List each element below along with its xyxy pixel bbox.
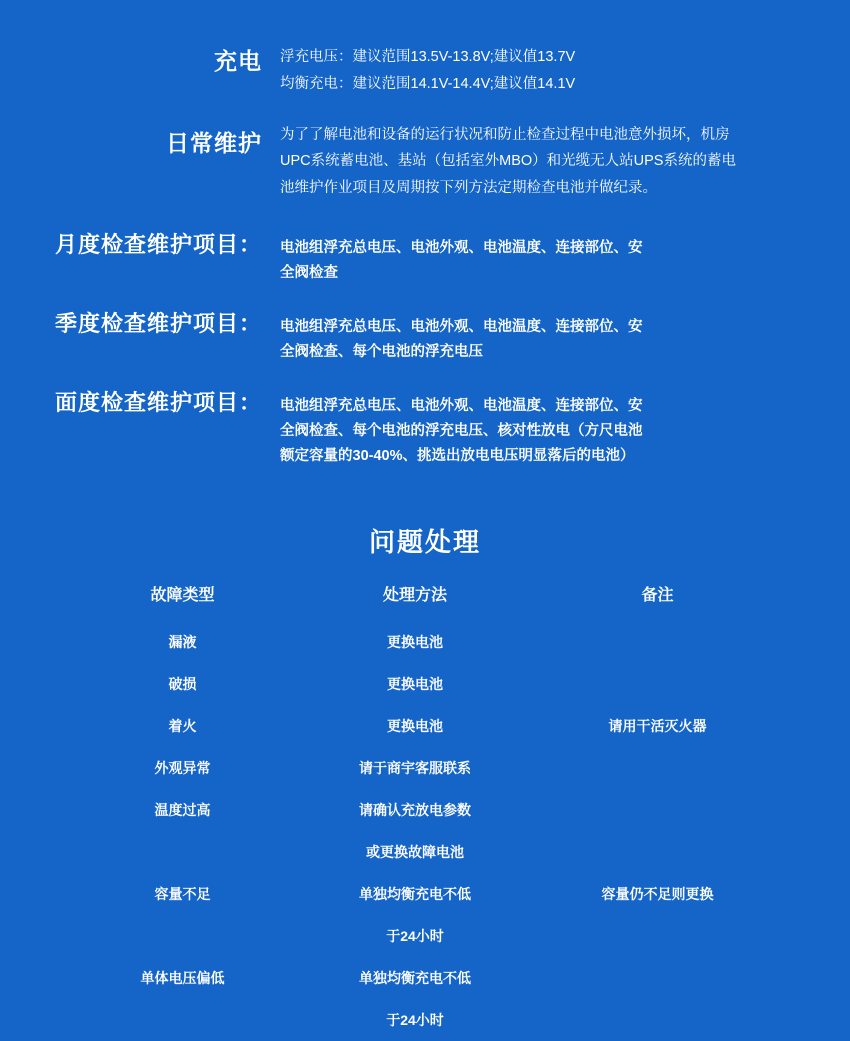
cell-method: 单独均衡充电不低 (359, 969, 471, 986)
cell-note (540, 789, 775, 831)
spec-line: 池维护作业项目及周期按下列方法定期检查电池并做纪录。 (280, 180, 657, 197)
table-header-row (75, 581, 775, 621)
spec-body-annual-inspection (280, 388, 790, 470)
spec-line: 为了了解电池和设备的运行状况和防止检查过程中电池意外损坏，机房 (280, 126, 730, 143)
spec-line: 电池组浮充总电压、电池外观、电池温度、连接部位、安 (280, 318, 643, 335)
table-row (75, 873, 775, 915)
cell-note (540, 621, 775, 663)
spec-row-quarterly-inspection (0, 309, 850, 366)
cell-method: 单独均衡充电不低 (359, 885, 471, 902)
spec-line: 浮充电压：建议范围13.5V-13.8V;建议值13.7V (280, 49, 576, 65)
spec-body-monthly-inspection (280, 230, 790, 287)
column-header-method: 处理方法 (382, 586, 447, 604)
spec-label-quarterly-inspection: 季度检查维护项目： (54, 310, 262, 336)
table-row-continuation (75, 915, 775, 957)
cell-method: 请确认充放电参数 (359, 801, 471, 818)
cell-note (540, 747, 775, 789)
spec-line: 电池组浮充总电压、电池外观、电池温度、连接部位、安 (280, 240, 643, 257)
cell-method: 更换电池 (387, 675, 443, 692)
cell-fault-type: 单体电压偏低 (140, 969, 225, 986)
spec-line: 全阀检查、每个电池的浮充电压 (280, 344, 483, 361)
cell-fault-type: 破损 (168, 675, 197, 692)
table-row (75, 621, 775, 663)
table-row (75, 789, 775, 831)
spec-row-daily-maintenance (0, 122, 850, 202)
specifications-section (0, 0, 850, 470)
cell-method-second-line: 于24小时 (386, 927, 444, 944)
cell-method: 请于商宇客服联系 (359, 759, 471, 776)
cell-empty (540, 999, 775, 1041)
table-row-continuation (75, 831, 775, 873)
spec-line: 额定容量的30-40%、挑选出放电电压明显落后的电池） (280, 448, 635, 465)
cell-note: 容量仍不足则更换 (601, 885, 714, 902)
cell-empty (75, 831, 290, 873)
cell-note (540, 957, 775, 999)
spec-line: UPC系统蓄电池、基站（包括室外MBO）和光缆无人站UPS系统的蓄电 (280, 153, 736, 170)
problem-handling-table (75, 581, 775, 1041)
cell-note (540, 663, 775, 705)
cell-fault-type: 漏液 (168, 633, 197, 650)
cell-method: 更换电池 (387, 717, 443, 734)
cell-fault-type: 外观异常 (154, 759, 211, 776)
spec-line: 电池组浮充总电压、电池外观、电池温度、连接部位、安 (280, 397, 643, 414)
cell-method: 更换电池 (387, 633, 443, 650)
spec-label-daily-maintenance: 日常维护 (166, 129, 262, 156)
spec-label-annual-inspection: 面度检查维护项目： (54, 389, 262, 415)
spec-row-charging (0, 30, 850, 98)
spec-body-quarterly-inspection (280, 309, 790, 366)
column-header-note: 备注 (641, 586, 674, 604)
cell-method-second-line: 于24小时 (386, 1011, 444, 1028)
spec-label-charging: 充电 (214, 48, 262, 74)
table-row (75, 747, 775, 789)
table-row-continuation (75, 999, 775, 1041)
cell-fault-type: 温度过高 (154, 801, 211, 818)
spec-body-daily-maintenance (280, 122, 790, 202)
column-header-fault-type: 故障类型 (150, 586, 215, 604)
table-row (75, 663, 775, 705)
cell-fault-type: 着火 (168, 717, 197, 734)
spec-line: 全阀检查 (280, 265, 338, 282)
cell-empty (75, 915, 290, 957)
cell-empty (75, 999, 290, 1041)
cell-empty (540, 831, 775, 873)
spec-row-monthly-inspection (0, 230, 850, 287)
spec-body-charging (280, 30, 790, 98)
spec-label-monthly-inspection: 月度检查维护项目： (54, 232, 262, 258)
cell-method-second-line: 或更换故障电池 (366, 843, 464, 860)
spec-row-annual-inspection (0, 388, 850, 470)
cell-fault-type: 容量不足 (154, 885, 211, 902)
problem-handling-title: 问题处理 (368, 526, 481, 557)
spec-line: 均衡充电：建议范围14.1V-14.4V;建议值14.1V (280, 75, 576, 92)
cell-empty (540, 915, 775, 957)
table-row (75, 957, 775, 999)
cell-note: 请用干活灭火器 (608, 717, 707, 734)
spec-line: 全阀检查、每个电池的浮充电压、核对性放电（方尺电池 (280, 422, 643, 439)
table-row (75, 705, 775, 747)
